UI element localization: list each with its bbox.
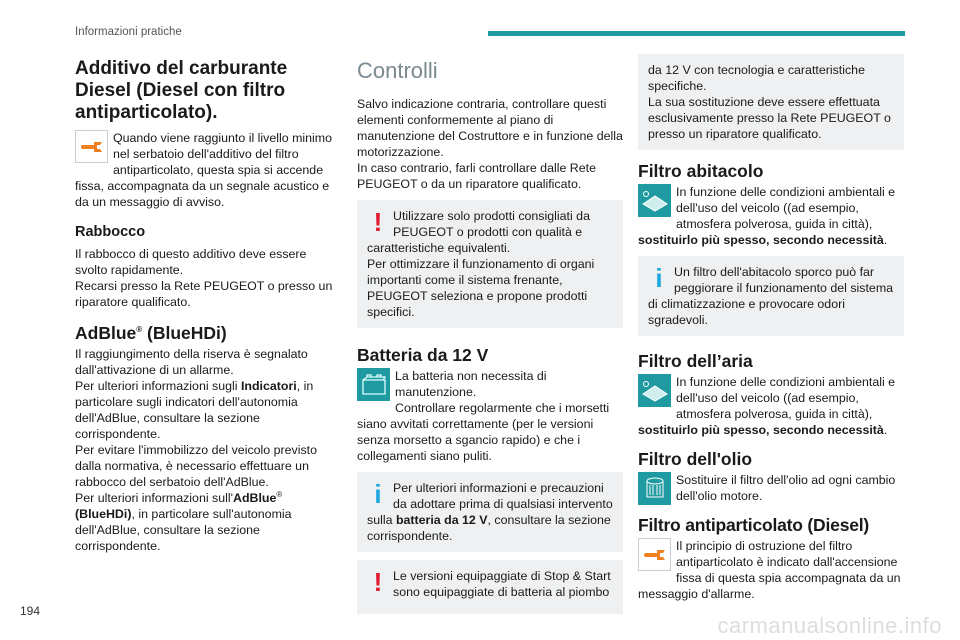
rabbocco-text: Il rabbocco di questo additivo deve essere svolto rapidamente. [75,247,307,277]
cabin-text [638,184,904,248]
warning-text: da 12 V con tecnologia e caratteristiche specifiche. [648,63,865,93]
heading-filtro-abitacolo: Filtro abitacolo [638,161,764,181]
info-box [357,472,623,552]
adblue-text [75,490,341,554]
dpf-text: Il principio di ostruzione del filtro antiparticolato è indicato dall'accensione fissa di questa spia accompagnata da un messaggio d'allarme. [638,539,901,601]
warning-text: Utilizzare solo prodotti consigliati da PEUGEOT o prodotti con qualità e caratteristiche equivalenti. [367,209,590,255]
t: sostituirlo più spesso, secondo necessità [638,423,884,437]
t: In funzione delle condizioni ambientali e dell'uso del veicolo ((ad esempio, atmosfera polverosa, guida in città), [676,185,896,231]
t: Per ulteriori informazioni e precauzioni da adottare prima di qualsiasi intervento sulla [367,481,613,527]
adblue-text [75,378,341,442]
t: Per ulteriori informazioni sull' [75,491,233,505]
wrench-warning-icon [638,538,671,571]
warning-box [357,200,623,328]
warning-text: Per ottimizzare il funzionamento di organi importanti come il sistema frenante, PEUGEOT seleziona e propone prodotti specifici. [367,257,595,319]
t: , consultare la sezione corrispondente. [367,513,611,543]
reg-mark: ® [276,489,283,499]
info-box [638,256,904,336]
heading-additivo: Additivo del carburante Diesel (Diesel con filtro antiparticolato). [75,58,288,123]
oil-text: Sostituire il filtro dell'olio ad ogni cambio dell'olio motore. [676,473,896,503]
rabbocco-text: Recarsi presso la Rete PEUGEOT o presso un riparatore qualificato. [75,279,333,309]
section-header: Informazioni pratiche [75,26,182,38]
battery-text: Controllare regolarmente che i morsetti siano avvitati correttamente (per le versioni senza morsetto a sgancio rapido) e che i collegamenti siano puliti. [357,401,610,463]
heading-batteria: Batteria da 12 V [357,345,489,365]
t: , in particolare sull'autonomia dell'AdBlue, consultare la sezione corrispondente. [75,507,292,553]
air-text [638,374,904,438]
warning-text: La sua sostituzione deve essere effettuata esclusivamente presso la Rete PEUGEOT o presso un riparatore qualificato. [648,95,891,141]
air-filter-icon [638,374,671,407]
column-left [75,58,341,554]
battery-icon [357,368,390,401]
link-indicatori: Indicatori [240,379,297,393]
t: sostituirlo più spesso, secondo necessità [638,233,884,247]
adblue-text: Il raggiungimento della riserva è segnalato dall'attivazione di un allarme. [75,347,308,377]
t: . [883,233,888,247]
header-accent-bar [488,31,905,36]
info-icon: i [374,479,382,509]
t: Per ulteriori informazioni sugli [75,379,241,393]
ref-batteria: batteria da 12 V [395,513,488,527]
t: . [883,423,888,437]
reg-mark: ® [136,325,143,335]
info-text [367,480,613,544]
warning-icon: ! [373,207,383,237]
page-number: 194 [20,604,41,618]
cabin-filter-icon [638,184,671,217]
info-text: Un filtro dell'abitacolo sporco può far peggiorare il funzionamento del sistema di climatizzazione e provocare odori sgradevoli. [648,265,894,327]
heading-rabbocco: Rabbocco [75,224,146,240]
warning-text: Le versioni equipaggiate di Stop & Start sono equipaggiate di batteria al piombo [393,569,611,599]
wrench-warning-icon [75,130,108,163]
battery-text: La batteria non necessita di manutenzione. [395,369,547,399]
t: , in particolare sugli indicatori dell'autonomia dell'AdBlue, consultare la sezione corrispondente. [75,379,314,441]
controlli-text: In caso contrario, farli controllare dalle Rete PEUGEOT o da un riparatore qualificato. [357,161,596,191]
warning-icon: ! [373,567,383,597]
additivo-text: Quando viene raggiunto il livello minimo nel serbatoio dell'additivo del filtro antiparticolato, questa spia si accende fissa, accompagnata da un segnale acustico e da un messaggio di avviso. [75,131,333,209]
adblue-title-suffix: (BlueHDi) [142,323,227,343]
adblue-text: Per evitare l'immobilizzo del veicolo previsto dalla normativa, è necessario effettuare un rabbocco del serbatoio dell'AdBlue. [75,443,318,489]
controlli-text: Salvo indicazione contraria, controllare questi elementi conformemente al piano di manutenzione del Costruttore e in funzione della motorizzazione. [357,97,623,159]
t: In funzione delle condizioni ambientali e dell'uso del veicolo ((ad esempio, atmosfera polverosa, guida in città), [676,375,896,421]
warning-box [357,560,623,614]
watermark: carmanualsonline.info [717,613,942,638]
heading-adblue [75,322,341,344]
heading-controlli: Controlli [357,58,438,83]
adblue-title: AdBlue [75,323,137,343]
heading-filtro-aria: Filtro dell’aria [638,351,753,371]
oil-filter-icon [638,472,671,505]
ref-bluehdi: (BlueHDi) [75,507,132,521]
heading-filtro-antiparticolato: Filtro antiparticolato (Diesel) [638,515,870,535]
info-icon: i [655,263,663,293]
column-middle [357,58,623,622]
column-right [638,54,904,602]
heading-filtro-olio: Filtro dell'olio [638,449,753,469]
warning-box-continued [638,54,904,150]
ref-adblue: AdBlue [233,491,277,505]
